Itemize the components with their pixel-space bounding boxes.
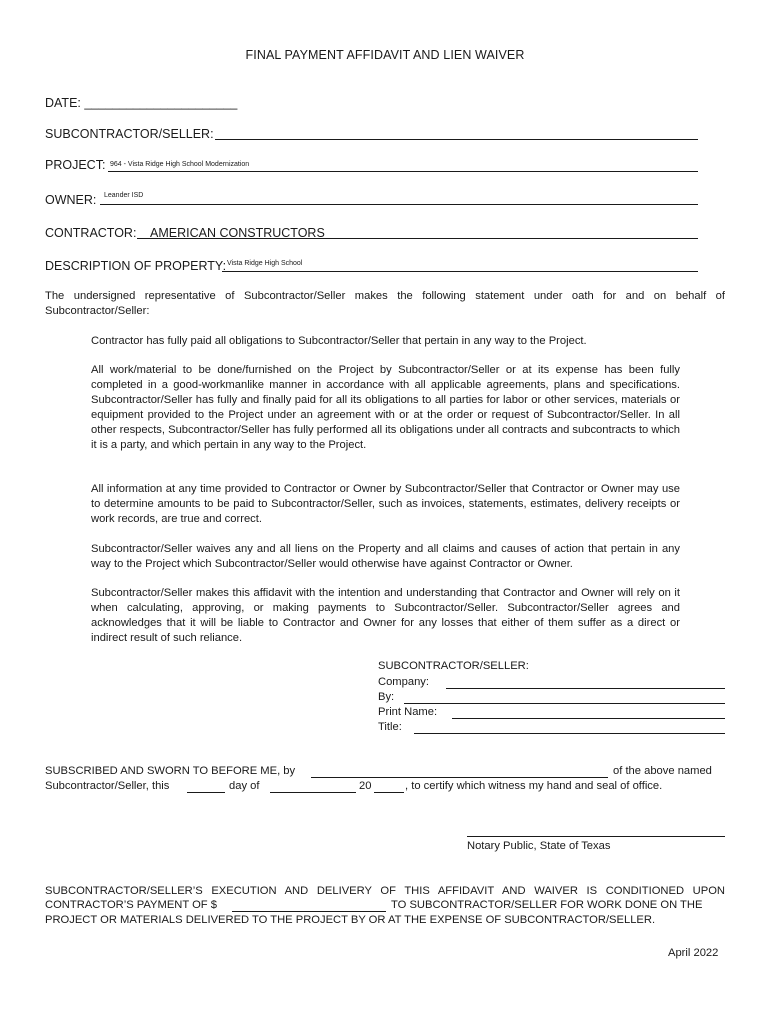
contractor-field-label: CONTRACTOR: <box>45 226 137 240</box>
by-label: By: <box>378 691 395 703</box>
statement-paragraph-1: Contractor has fully paid all obligations to Subcontractor/Seller that pertain in any way to the Project. <box>91 335 587 347</box>
description-field-line <box>222 271 698 272</box>
notary-label: Notary Public, State of Texas <box>467 840 611 852</box>
subcontractor-field-label: SUBCONTRACTOR/SELLER: <box>45 127 214 141</box>
footer-date: April 2022 <box>668 947 719 959</box>
signature-heading: SUBCONTRACTOR/SELLER: <box>378 660 529 672</box>
statement-paragraph-5: Subcontractor/Seller makes this affidavit with the intention and understanding that Contractor and Owner will rely on it when calculating, approving, or making payments to Subcontractor/Seller. Subcontractor/Seller agrees and acknowledges that it will be liable to Contractor and Owner for any losses that either of them suffer as a direct or indirect result of such reliance. <box>91 587 680 644</box>
statement-paragraph-3: All information at any time provided to Contractor or Owner by Subcontractor/Seller that Contractor or Owner may use to determine amounts to be paid to Subcontractor/Seller, such as invoices, statements, estimates, delivery receipts or work records, are true and correct. <box>91 483 680 525</box>
title-line[interactable] <box>414 733 725 734</box>
sworn-line2-b: day of <box>229 780 260 792</box>
condition-line-2a: CONTRACTOR’S PAYMENT OF $ <box>45 899 217 911</box>
project-field-label: PROJECT: <box>45 158 106 172</box>
sworn-line2-a: Subcontractor/Seller, this <box>45 780 170 792</box>
print-name-line[interactable] <box>452 718 725 719</box>
print-name-label: Print Name: <box>378 706 438 718</box>
statement-paragraph-2: All work/material to be done/furnished on the Project by Subcontractor/Seller or at its expense has been fully completed in a good-workmanlike manner in accordance with all applicable agreements, plans and specifications. Subcontractor/Seller has fully and finally paid for all its obligations to all parties for labor or other services, materials or equipment provided to the Project under an agreement with or at the order or request of Subcontractor/Seller. In all other respects, Subcontractor/Seller has fully performed all its obligations under all contracts and subcontracts to which it is a party, and which pertain in any way to the Project. <box>91 364 680 451</box>
payment-amount-line[interactable] <box>232 911 386 912</box>
sworn-by-line[interactable] <box>311 777 608 778</box>
sworn-line1-right: of the above named <box>613 765 712 777</box>
condition-line-1: SUBCONTRACTOR/SELLER’S EXECUTION AND DELIVERY OF THIS AFFIDAVIT AND WAIVER IS CONDITIONED UPON <box>45 885 725 897</box>
description-field-value[interactable]: Vista Ridge High School <box>227 260 303 267</box>
owner-field-value[interactable]: Leander ISD <box>104 192 144 199</box>
sworn-month-line[interactable] <box>270 792 356 793</box>
condition-line-2b: TO SUBCONTRACTOR/SELLER FOR WORK DONE ON THE <box>391 899 703 911</box>
project-field-line <box>108 171 698 172</box>
contractor-field-value[interactable]: AMERICAN CONSTRUCTORS <box>150 226 325 240</box>
owner-field-label: OWNER: <box>45 193 97 207</box>
subcontractor-field-line[interactable] <box>215 139 698 140</box>
date-field-label: DATE: ______________________ <box>45 96 238 110</box>
company-line[interactable] <box>446 688 725 689</box>
sworn-line2-c: 20 <box>359 780 372 792</box>
by-line[interactable] <box>404 703 725 704</box>
sworn-day-line[interactable] <box>187 792 225 793</box>
intro-paragraph: The undersigned representative of Subcontractor/Seller makes the following statement under oath for and on behalf of Subcontractor/Seller: <box>45 290 725 317</box>
sworn-year-line[interactable] <box>374 792 404 793</box>
sworn-line2-d: , to certify which witness my hand and seal of office. <box>405 780 663 792</box>
title-label: Title: <box>378 721 402 733</box>
company-label: Company: <box>378 676 429 688</box>
statement-paragraph-4: Subcontractor/Seller waives any and all liens on the Property and all claims and causes of action that pertain in any way to the Project which Subcontractor/Seller would otherwise have against Contractor or Owner. <box>91 543 680 570</box>
description-field-label: DESCRIPTION OF PROPERTY: <box>45 259 227 273</box>
notary-signature-line[interactable] <box>467 836 725 837</box>
contractor-field-line <box>137 238 698 239</box>
owner-field-line <box>100 204 698 205</box>
condition-line-3: PROJECT OR MATERIALS DELIVERED TO THE PROJECT BY OR AT THE EXPENSE OF SUBCONTRACTOR/SELLER. <box>45 914 656 926</box>
project-field-value[interactable]: 964 - Vista Ridge High School Modernization <box>110 161 250 168</box>
sworn-line1-left: SUBSCRIBED AND SWORN TO BEFORE ME, by <box>45 765 296 777</box>
document-title: FINAL PAYMENT AFFIDAVIT AND LIEN WAIVER <box>245 48 525 62</box>
